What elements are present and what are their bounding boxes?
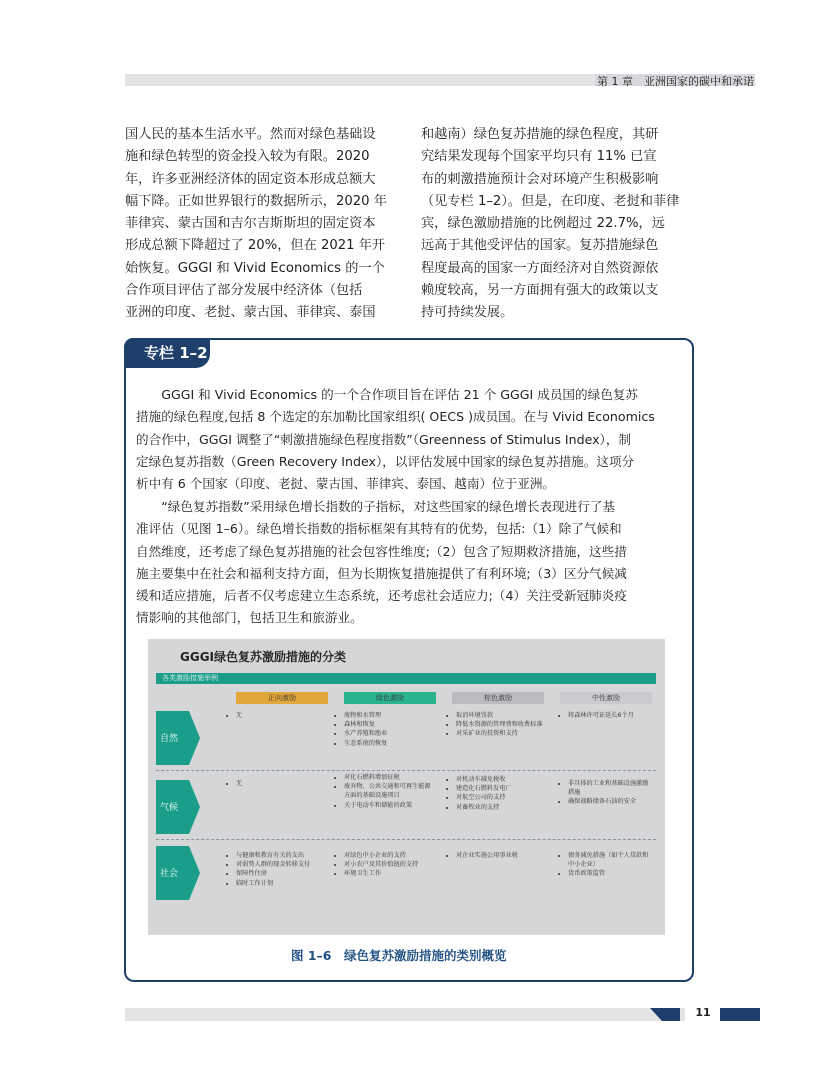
figure-title: GGGI绿色复苏激励措施的分类	[180, 650, 347, 664]
page-number: 11	[695, 1006, 711, 1019]
cell-item: • 对采矿业的投资和支持	[456, 729, 548, 738]
cell-item: • 废弃物、公共交通和可再生能源方面的基础设施项目	[344, 782, 436, 800]
cell-item: • 确保战略储备石油的安全	[568, 797, 650, 806]
figure-caption: 图 1–6 绿色复苏激励措施的类别概览	[291, 948, 507, 963]
cell-item: • 降低水资源的管理费和收费标准	[456, 720, 548, 729]
body-line: 程度最高的国家一方面经济对自然资源依	[421, 260, 659, 276]
cell-item: • 保障性住房	[236, 869, 328, 878]
figure-cell	[448, 851, 528, 860]
box-line: 定绿色复苏指数（Green Recovery Index），以评估发展中国家的绿色复苏措施。这项分	[136, 453, 635, 469]
figure-cell	[336, 711, 436, 748]
body-line: 亚洲的印度、老挝、蒙古国、菲律宾、泰国	[125, 305, 376, 321]
box-paragraph-1	[136, 384, 681, 495]
figure-cell	[228, 779, 328, 788]
cell-item: • 生态系统的恢复	[344, 739, 436, 748]
cell-item: • 对企业实施公用事业税	[456, 851, 528, 860]
body-line: 始恢复。GGGI 和 Vivid Economics 的一个	[125, 260, 385, 276]
cell-item: • 债务减免措施（如个人贷款和中小企业）	[568, 851, 652, 869]
figure-header-positive: 正向激励	[236, 692, 328, 704]
figure-header-brown: 棕色激励	[452, 692, 544, 704]
figure-header-neutral: 中性激励	[560, 692, 652, 704]
body-line: 宾，绿色激励措施的比例超过 22.7%，远	[421, 216, 665, 232]
chapter-header: 第 1 章 亚洲国家的碳中和承诺	[597, 75, 754, 88]
figure-subtitle-bar	[156, 673, 656, 684]
row-label-social: 社会	[160, 869, 179, 879]
cell-item: • 对机动车减免税收	[456, 775, 548, 784]
figure-row-divider	[156, 839, 656, 840]
figure-header-green: 绿色激励	[344, 692, 436, 704]
body-line: 布的刺激措施预计会对环境产生积极影响	[421, 171, 659, 187]
body-line: 赖度较高，另一方面拥有强大的政策以支	[421, 283, 659, 299]
body-column-right	[421, 124, 692, 325]
footer-bar	[125, 1008, 685, 1021]
box-paragraph-2	[136, 496, 681, 630]
body-line: 合作项目评估了部分发展中经济体（包括	[125, 283, 363, 299]
body-line: 究结果发现每个国家平均只有 11% 已宣	[421, 149, 657, 165]
body-line: 菲律宾、蒙古国和吉尔吉斯斯坦的固定资本	[125, 216, 376, 232]
figure-cell	[228, 851, 328, 888]
box-tab-label: 专栏 1–2	[144, 344, 208, 362]
figure-cell	[336, 851, 436, 879]
cell-item: • 无	[236, 779, 328, 788]
figure-cell	[228, 711, 328, 720]
cell-item: • 对航空公司的支持	[456, 793, 548, 802]
footer-block	[720, 1008, 760, 1021]
cell-item: • 对畜牧业的支持	[456, 803, 548, 812]
body-line: 施和绿色转型的资金投入较为有限。2020	[125, 149, 370, 165]
body-line: 年，许多亚洲经济体的固定资本形成总额大	[125, 171, 376, 187]
figure-cell	[448, 775, 548, 812]
cell-item: • 建造化石燃料发电厂	[456, 784, 548, 793]
cell-item: • 对弱势人群的现金转移支付	[236, 860, 328, 869]
box-line: GGGI 和 Vivid Economics 的一个合作项目旨在评估 21 个 GGGI 成员国的绿色复苏	[136, 387, 638, 402]
cell-item: • 对小农户及其价值链的支持	[344, 860, 436, 869]
header-bar	[125, 74, 595, 86]
cell-item: • 环境卫生工作	[344, 869, 436, 878]
cell-item: • 将森林许可证延长6个月	[568, 711, 650, 720]
box-line: 缓和适应措施，后者不仅考虑建立生态系统，还考虑社会适应力;（4）关注受新冠肺炎疫	[136, 588, 627, 604]
figure-cell	[560, 779, 650, 807]
cell-item: • 非具体的工业和基础设施激励措施	[568, 779, 650, 797]
cell-item: • 货币政策监管	[568, 869, 652, 878]
box-line: 准评估（见图 1–6）。绿色增长指数的指标框架有其特有的优势，包括:（1）除了气候和	[136, 521, 622, 537]
cell-item: • 水产养殖和渔业	[344, 729, 436, 738]
body-line: （见专栏 1–2）。但是，在印度、老挝和菲律	[421, 193, 680, 209]
body-line: 幅下降。正如世界银行的数据所示，2020 年	[125, 193, 387, 209]
cell-item: • 取消环境罚款	[456, 711, 548, 720]
figure-cell	[336, 773, 436, 810]
box-line: 措施的绿色程度,包括 8 个选定的东加勒比国家组织( OECS )成员国。在与 Vivid Economics	[136, 409, 655, 425]
cell-item: • 森林和恢复	[344, 720, 436, 729]
body-line: 国人民的基本生活水平。然而对绿色基础设	[125, 127, 376, 142]
box-line: 情影响的其他部门，包括卫生和旅游业。	[136, 610, 363, 626]
cell-item: • 临时工作计划	[236, 879, 328, 888]
row-label-climate: 气候	[160, 803, 179, 813]
body-column-left	[125, 124, 395, 325]
box-line: 析中有 6 个国家（印度、老挝、蒙古国、菲律宾、泰国、越南）位于亚洲。	[136, 476, 556, 492]
cell-item: • 无	[236, 711, 328, 720]
cell-item: • 关于电动车和储能的政策	[344, 801, 436, 810]
body-line: 持可持续发展。	[421, 305, 514, 321]
figure-cell	[560, 711, 650, 720]
figure-row-divider	[156, 770, 656, 771]
cell-item: • 废物和水管理	[344, 711, 436, 720]
figure-cell	[448, 711, 548, 739]
body-line: 形成总额下降超过了 20%，但在 2021 年开	[125, 238, 386, 254]
box-line: “绿色复苏指数”采用绿色增长指数的子指标，对这些国家的绿色增长表现进行了基	[136, 499, 616, 514]
body-line: 和越南）绿色复苏措施的绿色程度，其研	[421, 127, 659, 142]
body-line: 远高于其他受评估的国家。复苏措施绿色	[421, 238, 659, 254]
box-line: 施主要集中在社会和福利支持方面，但为长期恢复措施提供了有利环境;（3）区分气候减	[136, 565, 627, 581]
figure-cell	[560, 851, 652, 879]
cell-item: • 与健康和教育有关的支出	[236, 851, 328, 860]
box-line: 的合作中，GGGI 调整了“刺激措施绿色程度指数”（Greenness of Stimulus Index），制	[136, 431, 632, 447]
cell-item: • 对绿色中小企业的支持	[344, 851, 436, 860]
row-label-nature: 自然	[160, 734, 179, 744]
figure-subtitle: 各类激励措施举例	[162, 674, 218, 682]
cell-item: • 对化石燃料增加征税	[344, 773, 436, 782]
box-line: 自然维度，还考虑了绿色复苏措施的社会包容性维度;（2）包含了短期救济措施，这些措	[136, 543, 627, 559]
